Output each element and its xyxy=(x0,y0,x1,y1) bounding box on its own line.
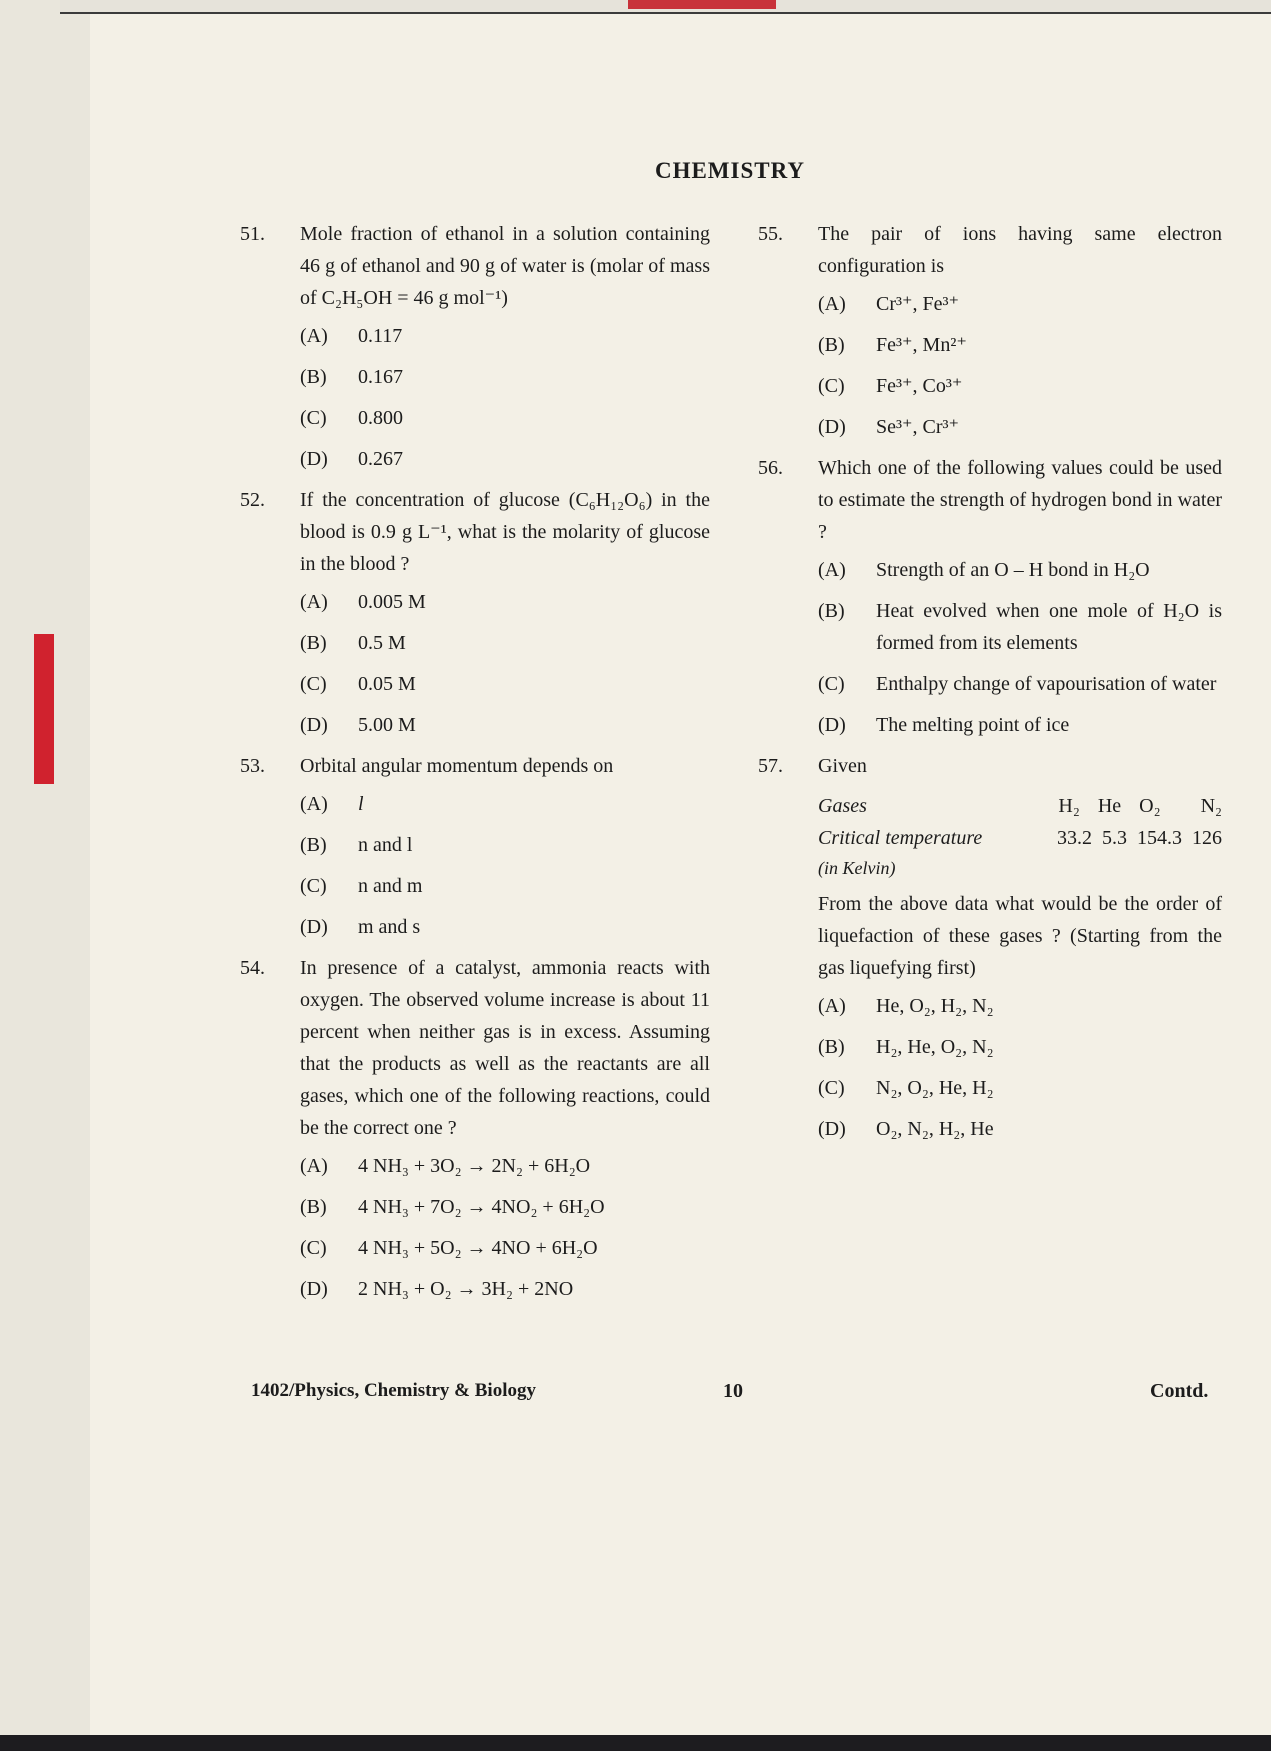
critical-temperature-table xyxy=(818,790,1222,882)
question-54 xyxy=(240,952,710,1305)
option-d[interactable] xyxy=(300,709,710,741)
option-b[interactable] xyxy=(818,595,1222,659)
option-c[interactable] xyxy=(818,370,1222,402)
option-a[interactable] xyxy=(300,788,710,820)
option-text: 0.05 M xyxy=(358,673,416,695)
option-text: 2 NH₃ + O₂ → 3H₂ + 2NO xyxy=(358,1278,574,1300)
option-b[interactable] xyxy=(818,1031,1222,1063)
option-a[interactable] xyxy=(818,288,1222,320)
option-text: 4 NH₃ + 7O₂ → 4NO₂ + 6H₂O xyxy=(358,1196,605,1218)
option-text: 0.5 M xyxy=(358,632,406,654)
temperature-label: Critical temperature xyxy=(818,827,983,849)
option-text: m and s xyxy=(358,916,421,938)
option-label: (B) xyxy=(300,366,327,388)
option-d[interactable] xyxy=(818,1113,1222,1145)
question-text: Which one of the following values could be used to estimate the strength of hydrogen bond in water ? xyxy=(818,457,1222,543)
option-label: (B) xyxy=(818,600,845,622)
question-53 xyxy=(240,750,710,943)
option-label: (A) xyxy=(818,559,846,581)
option-label: (C) xyxy=(818,673,845,695)
question-56 xyxy=(758,452,1222,741)
option-list xyxy=(818,288,1222,443)
option-text: Fe³⁺, Co³⁺ xyxy=(876,375,963,397)
option-label: (D) xyxy=(818,714,846,736)
option-label: (B) xyxy=(300,1196,327,1218)
option-a[interactable] xyxy=(818,990,1222,1022)
option-b[interactable] xyxy=(300,627,710,659)
option-text: l xyxy=(358,793,364,815)
question-57-prompt: From the above data what would be the order of liquefaction of these gases ? (Starting from the gas liquefying first) xyxy=(818,893,1222,979)
option-a[interactable] xyxy=(300,320,710,352)
question-52 xyxy=(240,484,710,741)
gas-h2: H₂ xyxy=(1058,795,1080,817)
option-text: Cr³⁺, Fe³⁺ xyxy=(876,293,960,315)
option-label: (D) xyxy=(818,1118,846,1140)
option-text: Fe³⁺, Mn²⁺ xyxy=(876,334,967,356)
option-b[interactable] xyxy=(300,829,710,861)
question-text: The pair of ions having same electron configuration is xyxy=(818,223,1222,277)
question-number: 56. xyxy=(758,457,783,479)
question-text: Orbital angular momentum depends on xyxy=(300,755,614,777)
option-list xyxy=(300,1150,710,1305)
option-label: (C) xyxy=(300,1237,327,1259)
option-label: (C) xyxy=(818,1077,845,1099)
option-label: (A) xyxy=(818,995,846,1017)
option-text: 0.800 xyxy=(358,407,403,429)
option-c[interactable] xyxy=(300,1232,710,1264)
right-column xyxy=(758,218,1222,1154)
left-column xyxy=(240,218,710,1314)
option-text: n and m xyxy=(358,875,423,897)
option-text: n and l xyxy=(358,834,413,856)
question-number: 53. xyxy=(240,755,265,777)
option-label: (D) xyxy=(818,416,846,438)
option-list xyxy=(300,788,710,943)
option-text: Strength of an O – H bond in H₂O xyxy=(876,559,1150,581)
gases-row xyxy=(818,790,1222,822)
question-number: 51. xyxy=(240,223,265,245)
gas-he: He xyxy=(1097,795,1122,817)
temp-o2: 154.3 xyxy=(1137,827,1182,849)
option-text: 0.005 M xyxy=(358,591,426,613)
option-c[interactable] xyxy=(818,668,1222,700)
margin-shade xyxy=(0,0,90,1751)
option-d[interactable] xyxy=(300,443,710,475)
red-bookmark xyxy=(34,634,54,784)
option-label: (A) xyxy=(818,293,846,315)
option-text: 0.167 xyxy=(358,366,403,388)
scan-bottom-band xyxy=(0,1735,1271,1751)
option-text: 5.00 M xyxy=(358,714,416,736)
option-text: 4 NH₃ + 3O₂ → 2N₂ + 6H₂O xyxy=(358,1155,591,1177)
option-text: Se³⁺, Cr³⁺ xyxy=(876,416,960,438)
option-label: (C) xyxy=(300,875,327,897)
option-text: N₂, O₂, He, H₂ xyxy=(876,1077,994,1099)
option-c[interactable] xyxy=(300,668,710,700)
option-text: Heat evolved when one mole of H₂O is formed from its elements xyxy=(876,600,1222,654)
option-text: 4 NH₃ + 5O₂ → 4NO + 6H₂O xyxy=(358,1237,598,1259)
option-list xyxy=(818,554,1222,741)
option-list xyxy=(300,320,710,475)
option-label: (A) xyxy=(300,325,328,347)
temp-h2: 33.2 xyxy=(1057,827,1092,849)
question-55 xyxy=(758,218,1222,443)
option-d[interactable] xyxy=(818,411,1222,443)
question-number: 57. xyxy=(758,755,783,777)
option-label: (B) xyxy=(818,1036,845,1058)
option-d[interactable] xyxy=(300,911,710,943)
temp-he: 5.3 xyxy=(1102,827,1127,849)
option-a[interactable] xyxy=(300,1150,710,1182)
option-b[interactable] xyxy=(300,1191,710,1223)
option-label: (B) xyxy=(300,632,327,654)
option-text: H₂, He, O₂, N₂ xyxy=(876,1036,994,1058)
option-c[interactable] xyxy=(300,402,710,434)
option-text: 0.267 xyxy=(358,448,403,470)
gases-label: Gases xyxy=(818,795,867,817)
option-text: He, O₂, H₂, N₂ xyxy=(876,995,994,1017)
question-text: In presence of a catalyst, ammonia reacts with oxygen. The observed volume increase is about 11 percent when neither gas is in excess. Assuming that the products as well as the reactants are all gases, which one of the following reactions, could be the correct one ? xyxy=(300,957,710,1139)
temperature-row xyxy=(818,822,1222,854)
option-label: (D) xyxy=(300,1278,328,1300)
option-b[interactable] xyxy=(300,361,710,393)
option-text: Enthalpy change of vapourisation of water xyxy=(876,673,1217,695)
option-label: (D) xyxy=(300,916,328,938)
option-c[interactable] xyxy=(818,1072,1222,1104)
option-list xyxy=(300,586,710,741)
gas-n2: N₂ xyxy=(1200,795,1222,817)
question-number: 55. xyxy=(758,223,783,245)
option-a[interactable] xyxy=(300,586,710,618)
footer-contd: Contd. xyxy=(1150,1380,1209,1402)
question-text: If the concentration of glucose (C₆H₁₂O₆) in the blood is 0.9 g L⁻¹, what is the molarity of glucose in the blood ? xyxy=(300,489,710,575)
option-label: (C) xyxy=(300,673,327,695)
option-text: O₂, N₂, H₂, He xyxy=(876,1118,994,1140)
temp-n2: 126 xyxy=(1192,827,1222,849)
option-c[interactable] xyxy=(300,870,710,902)
option-a[interactable] xyxy=(818,554,1222,586)
option-text: The melting point of ice xyxy=(876,714,1070,736)
gas-o2: O₂ xyxy=(1139,795,1161,817)
option-d[interactable] xyxy=(818,709,1222,741)
option-text: 0.117 xyxy=(358,325,403,347)
question-text: Given xyxy=(818,755,867,777)
option-label: (C) xyxy=(300,407,327,429)
option-label: (D) xyxy=(300,714,328,736)
question-number: 52. xyxy=(240,489,265,511)
option-d[interactable] xyxy=(300,1273,710,1305)
page-top-rule xyxy=(60,12,1271,14)
option-label: (B) xyxy=(818,334,845,356)
option-label: (A) xyxy=(300,591,328,613)
question-57 xyxy=(758,750,1222,1145)
red-tab-mark xyxy=(628,0,776,9)
option-label: (A) xyxy=(300,1155,328,1177)
option-label: (C) xyxy=(818,375,845,397)
question-number: 54. xyxy=(240,957,265,979)
option-label: (A) xyxy=(300,793,328,815)
option-list xyxy=(818,990,1222,1145)
footer-page-number: 10 xyxy=(723,1380,743,1402)
temperature-unit: (in Kelvin) xyxy=(818,858,896,878)
question-51 xyxy=(240,218,710,475)
option-label: (B) xyxy=(300,834,327,856)
section-title: CHEMISTRY xyxy=(654,158,806,183)
footer-paper-code: 1402/Physics, Chemistry & Biology xyxy=(251,1380,536,1401)
option-label: (D) xyxy=(300,448,328,470)
option-b[interactable] xyxy=(818,329,1222,361)
question-text: Mole fraction of ethanol in a solution containing 46 g of ethanol and 90 g of water is (molar of mass of C₂H₅OH = 46 g mol⁻¹) xyxy=(300,223,710,309)
